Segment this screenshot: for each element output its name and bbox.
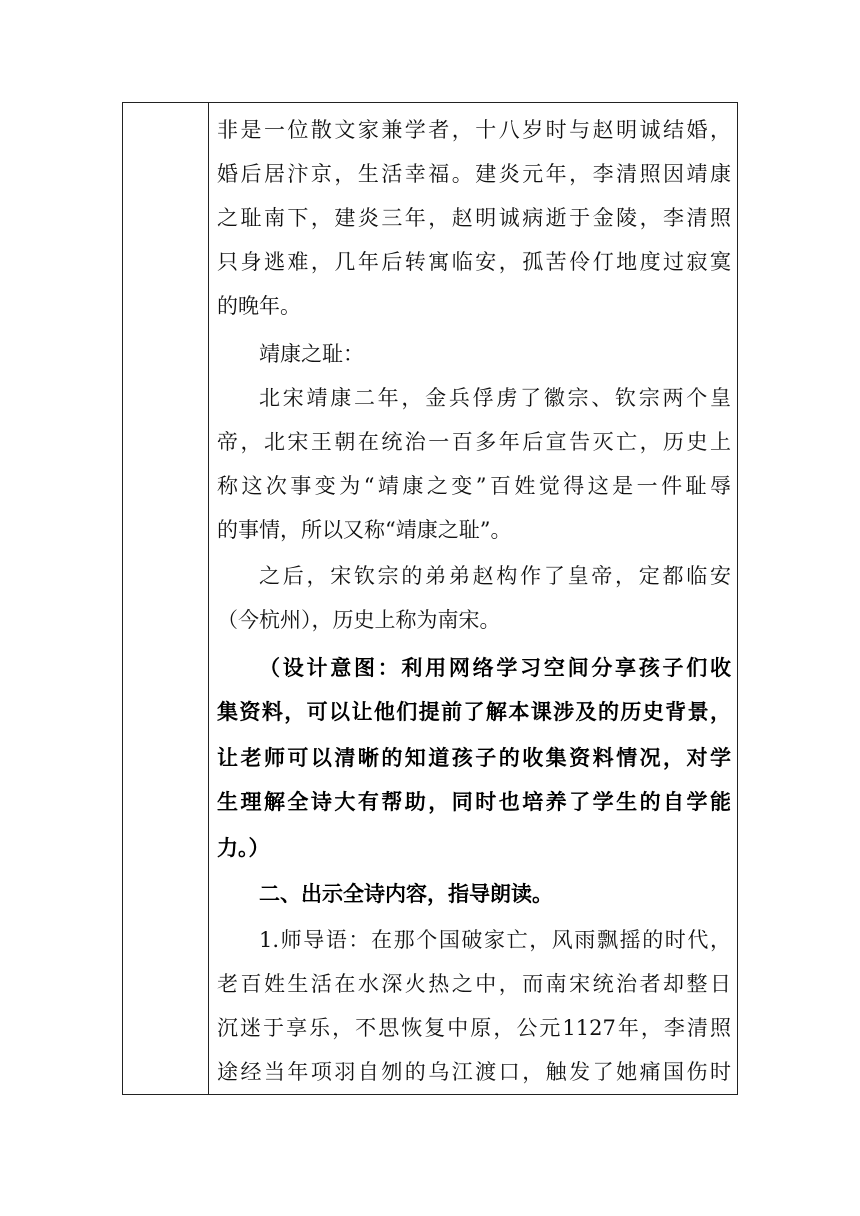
design-intent-text: （设计意图：利用网络学习空间分享孩子们收: [259, 655, 731, 680]
lesson-table: [122, 102, 738, 1095]
text-line: 婚后居汴京，生活幸福。建炎元年，李清照因靖康: [217, 162, 731, 186]
design-intent-text: 集资料，可以让他们提前了解本课涉及的历史背景，: [217, 699, 731, 724]
text-line: 之后，宋钦宗的弟弟赵构作了皇帝，定都临安: [259, 564, 731, 588]
text-line: 老百姓生活在水深火热之中，而南宋统治者却整日: [217, 972, 731, 996]
text-line: 称这次事变为“靖康之变”百姓觉得这是一件耻辱: [217, 474, 731, 498]
text-line: 非是一位散文家兼学者，十八岁时与赵明诚结婚，: [217, 118, 731, 142]
design-intent-text: 力。）: [217, 835, 270, 860]
section-heading: 靖康之耻：: [259, 342, 364, 366]
text-line: 途经当年项羽自刎的乌江渡口，触发了她痛国伤时: [217, 1060, 731, 1084]
text-line: 之耻南下，建炎三年，赵明诚病逝于金陵，李清照: [217, 206, 731, 230]
column-divider: [208, 103, 209, 1094]
section-heading: 二、出示全诗内容，指导朗读。: [259, 881, 553, 906]
text-line: 的晚年。: [217, 294, 301, 318]
design-intent-text: 生理解全诗大有帮助，同时也培养了学生的自学能: [217, 789, 731, 814]
text-line: 帝，北宋王朝在统治一百多年后宣告灭亡，历史上: [217, 430, 731, 454]
text-line: 沉迷于享乐，不思恢复中原，公元1127年，李清照: [217, 1016, 731, 1040]
text-line: 的事情，所以又称“靖康之耻”。: [217, 518, 512, 542]
text-line: （今杭州），历史上称为南宋。: [217, 608, 501, 632]
design-intent-text: 让老师可以清晰的知道孩子的收集资料情况，对学: [217, 745, 731, 770]
text-line: 1.师导语：在那个国破家亡，风雨飘摇的时代，: [259, 928, 731, 952]
text-line: 只身逃难，几年后转寓临安，孤苦伶仃地度过寂寞: [217, 250, 731, 274]
text-line: 北宋靖康二年，金兵俘虏了徽宗、钦宗两个皇: [259, 386, 731, 410]
